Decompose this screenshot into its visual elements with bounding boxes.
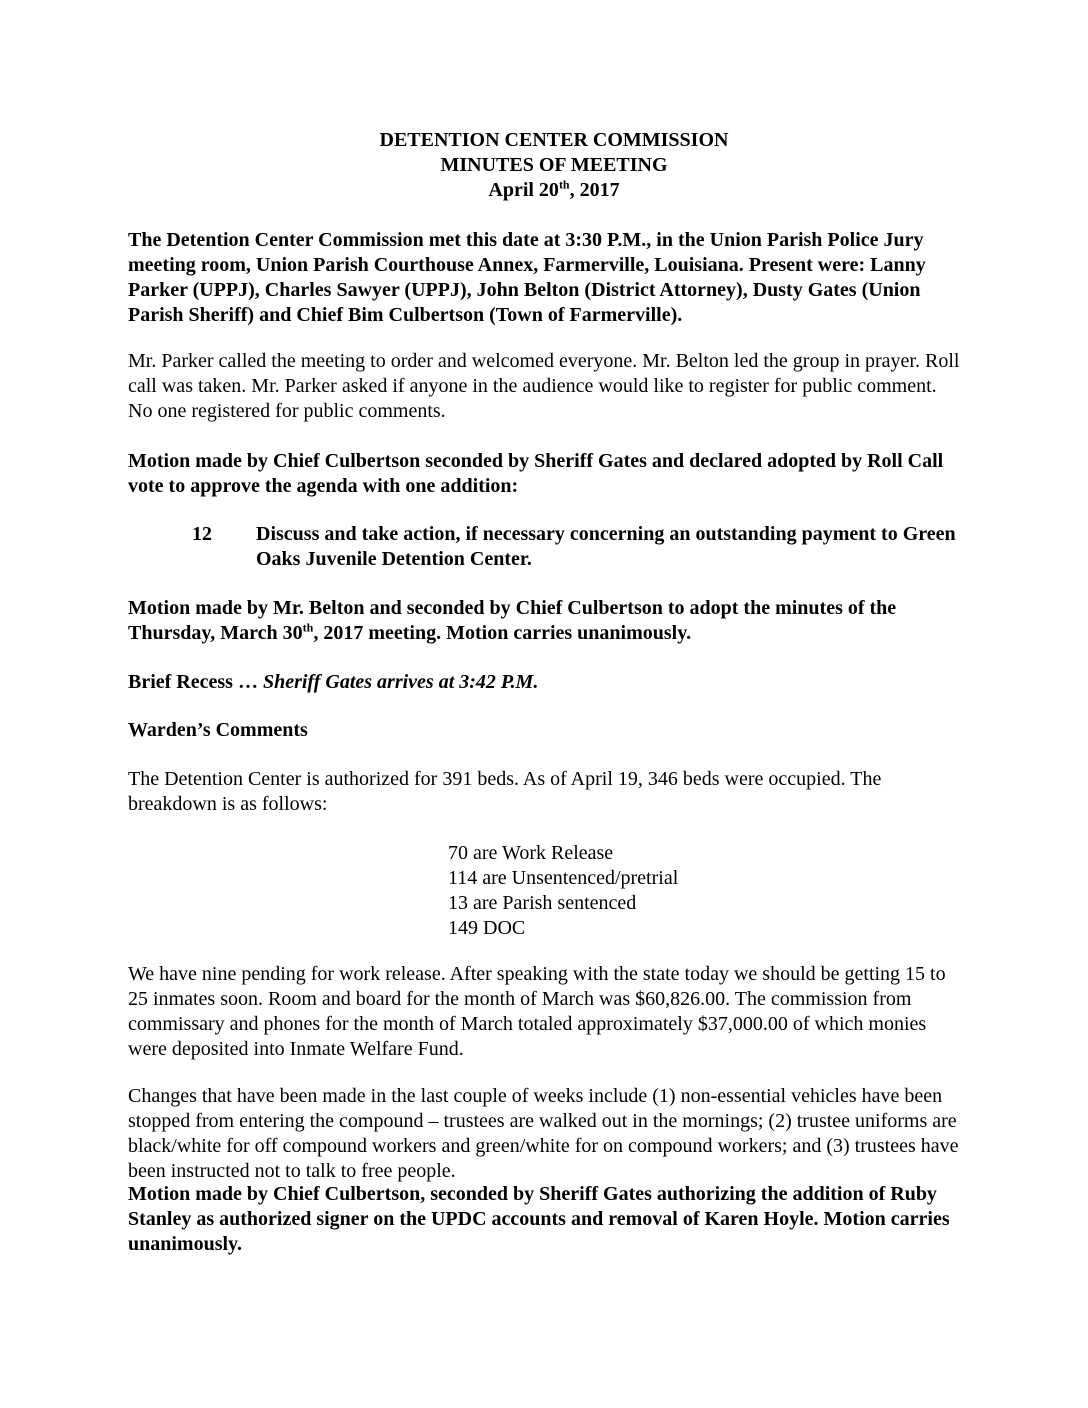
commission-name: DETENTION CENTER COMMISSION (379, 129, 729, 151)
changes-paragraph: Changes that have been made in the last couple of weeks include (1) non-essential vehicles have been stopped from entering the compound – trustees are walked out in the mornings; (2) trustee uniforms are black/white for off compound workers and green/white for on compound workers; and (3) trustees have been instructed not to talk to free people. (128, 1085, 959, 1182)
agenda-item-text: Discuss and take action, if necessary concerning an outstanding payment to Green Oaks Juvenile Detention Center. (256, 523, 956, 570)
signer-motion: Motion made by Chief Culbertson, seconded by Sheriff Gates authorizing the addition of Ruby Stanley as authorized signer on the UPDC accounts and removal of Karen Hoyle. Motion carries unanimously. (128, 1183, 950, 1255)
breakdown-item: 13 are Parish sentenced (448, 892, 637, 914)
document-title (138, 128, 970, 203)
breakdown-item: 70 are Work Release (448, 842, 614, 864)
breakdown-item: 114 are Unsentenced/pretrial (448, 867, 679, 889)
agenda-item-number: 12 (192, 523, 212, 545)
beds-breakdown-list (448, 841, 848, 941)
opening-paragraph: Mr. Parker called the meeting to order and welcomed everyone. Mr. Belton led the group in prayer. Roll call was taken. Mr. Parker asked if anyone in the audience would like to register for public comment. No one registered for public comments. (128, 350, 960, 422)
minutes-motion: Motion made by Mr. Belton and seconded by Chief Culbertson to adopt the minutes of the Thursday, March 30th, 2017 meeting. Motion carries unanimously. (128, 597, 897, 644)
intro-paragraph: The Detention Center Commission met this date at 3:30 P.M., in the Union Parish Police Jury meeting room, Union Parish Courthouse Annex, Farmerville, Louisiana. Present were: Lanny Parker (UPPJ), Charles Sawyer (UPPJ), John Belton (District Attorney), Dusty Gates (Union Parish Sheriff) and Chief Bim Culbertson (Town of Farmerville). (128, 229, 926, 326)
beds-paragraph: The Detention Center is authorized for 391 beds. As of April 19, 346 beds were occupied. The breakdown is as follows: (128, 768, 882, 815)
agenda-motion: Motion made by Chief Culbertson seconded by Sheriff Gates and declared adopted by Roll Call vote to approve the agenda with one addition: (128, 450, 944, 497)
work-release-paragraph: We have nine pending for work release. After speaking with the state today we should be getting 15 to 25 inmates soon. Room and board for the month of March was $60,826.00. The commission from commissary and phones for the month of March totaled approximately $37,000.00 of which monies were deposited into Inmate Welfare Fund. (128, 963, 946, 1060)
wardens-comments-heading: Warden’s Comments (128, 719, 308, 741)
minutes-heading: MINUTES OF MEETING (440, 154, 668, 176)
breakdown-item: 149 DOC (448, 917, 526, 939)
recess-line: Brief Recess … Sheriff Gates arrives at 3:42 P.M. (128, 671, 539, 693)
meeting-date: April 20th, 2017 (488, 177, 620, 201)
